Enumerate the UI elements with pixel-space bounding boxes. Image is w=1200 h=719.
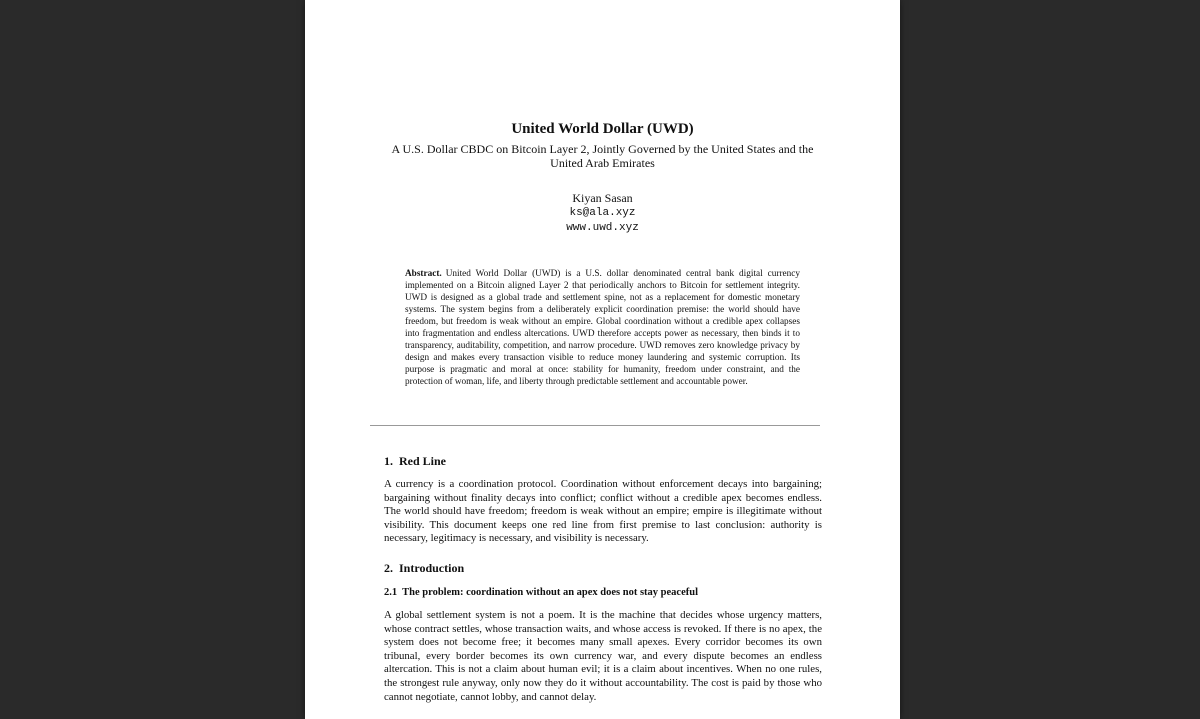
subsection-number: 2.1 xyxy=(384,587,398,598)
author-name: Kiyan Sasan xyxy=(572,191,633,205)
document-page xyxy=(305,0,900,719)
section-divider xyxy=(370,425,820,426)
abstract-label: Abstract. xyxy=(405,269,442,279)
author-block xyxy=(305,191,900,236)
abstract-text: United World Dollar (UWD) is a U.S. dollar denominated central bank digital currency implemented on a Bitcoin aligned Layer 2 that periodically anchors to Bitcoin for settlement integrity. UWD is designed as a global trade and settlement spine, not as a replacement for domestic monetary systems. The system begins from a deliberately explicit coordination premise: the world should have freedom, but freedom is weak without an empire. Global coordination without a credible apex collapses into fragmentation and endless altercations. UWD therefore accepts power as necessary, then binds it to transparency, auditability, competition, and narrow procedure. UWD removes zero knowledge privacy by design and makes every transaction visible to reduce money laundering and systemic corruption. Its purpose is pragmatic and moral at once: stability for humanity, freedom under constraint, and the protection of woman, life, and liberty through predictable settlement and accountable power. xyxy=(405,269,800,387)
section-title: Red Line xyxy=(399,454,447,468)
subsection-heading-problem xyxy=(384,586,698,599)
section-number: 2. xyxy=(384,561,393,575)
subsection-body-problem: A global settlement system is not a poem. It is the machine that decides whose urgency matters, whose contract settles, whose transaction waits, and whose access is revoked. If there is no apex, the system does not become free; it becomes many small apexes. Every corridor becomes its own tribunal, every border becomes its own currency war, and every dispute becomes an endless altercation. This is not a claim about human evil; it is a claim about incentives. When no one rules, the strongest rule anyway, only now they do it without accountability. The cost is paid by those who cannot negotiate, cannot lobby, and cannot delay. xyxy=(384,609,822,703)
section-body-red-line: A currency is a coordination protocol. Coordination without enforcement decays into bargaining; bargaining without finality decays into conflict; conflict without a credible apex becomes endless. The world should have freedom; freedom is weak without an empire; empire is illegitimate without visibility. This document keeps one red line from first premise to last conclusion: authority is necessary, legitimacy is necessary, and visibility is necessary. xyxy=(384,478,822,545)
author-website: www.uwd.xyz xyxy=(566,222,639,234)
abstract xyxy=(405,268,800,388)
section-title: Introduction xyxy=(399,561,465,575)
paper-title: United World Dollar (UWD) xyxy=(511,121,694,137)
section-number: 1. xyxy=(384,454,393,468)
section-heading-introduction xyxy=(384,561,464,575)
section-heading-red-line xyxy=(384,454,446,468)
paper-subtitle: A U.S. Dollar CBDC on Bitcoin Layer 2, Jointly Governed by the United States and the United Arab Emirates xyxy=(391,142,814,170)
author-email: ks@ala.xyz xyxy=(569,207,636,219)
subsection-title: The problem: coordination without an apex does not stay peaceful xyxy=(402,587,698,598)
